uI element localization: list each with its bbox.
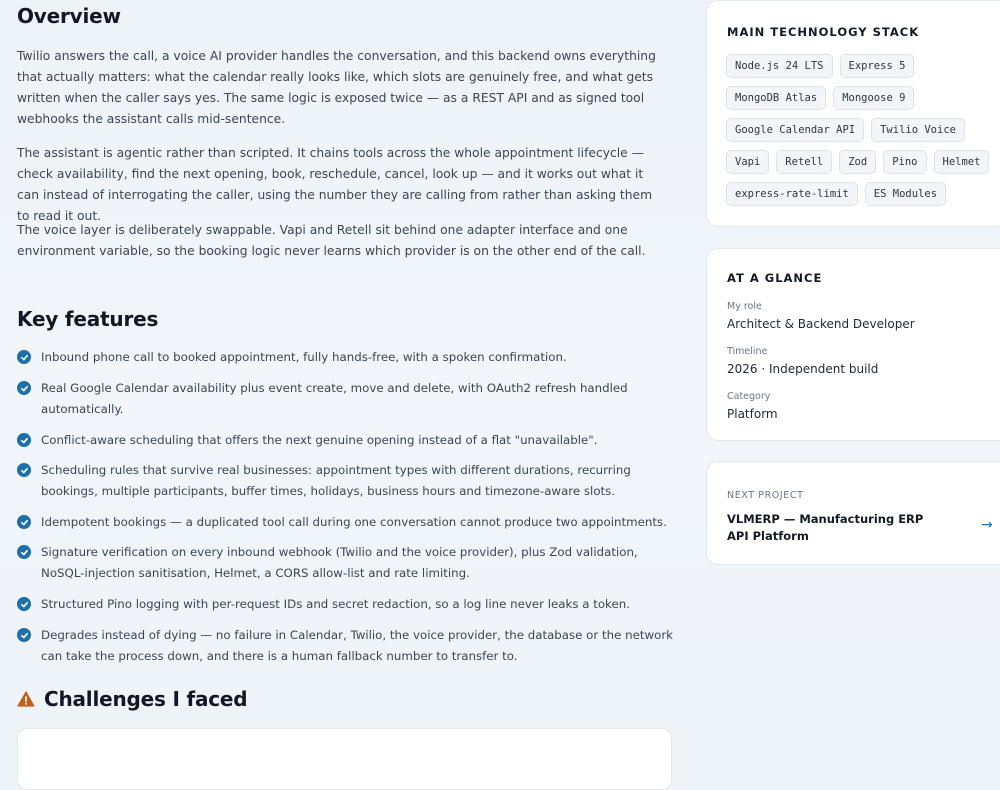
list-item — [17, 430, 677, 451]
tech-chip: Twilio Voice — [871, 118, 965, 142]
timeline-value: 2026 · Independent build — [727, 362, 879, 376]
category-label: Category — [727, 391, 771, 402]
list-item — [17, 512, 677, 533]
check-icon — [17, 350, 31, 364]
tech-chip: Pino — [883, 150, 926, 174]
arrow-right-icon[interactable]: → — [981, 517, 993, 533]
tech-chip: Google Calendar API — [726, 118, 864, 142]
overview-heading: Overview — [17, 4, 121, 28]
check-icon — [17, 597, 31, 611]
feature-text: Structured Pino logging with per-request IDs and secret redaction, so a log line never leaks a token. — [41, 597, 630, 611]
tech-chip: ES Modules — [865, 182, 946, 206]
tech-chip: Helmet — [934, 150, 990, 174]
tech-chip: Retell — [776, 150, 832, 174]
challenges-heading: Challenges I faced — [44, 687, 248, 711]
tech-chip: Mongoose 9 — [833, 86, 914, 110]
feature-text: Idempotent bookings — a duplicated tool call during one conversation cannot produce two appointments. — [41, 515, 667, 529]
check-icon — [17, 628, 31, 642]
tech-chip: Zod — [839, 150, 876, 174]
list-item — [17, 594, 677, 615]
feature-text: Conflict-aware scheduling that offers the next genuine opening instead of a flat "unavailable". — [41, 433, 598, 447]
tech-chip: Express 5 — [840, 54, 915, 78]
at-a-glance-card — [706, 248, 1000, 441]
list-item — [17, 542, 677, 584]
check-icon — [17, 515, 31, 529]
overview-paragraph-3: The voice layer is deliberately swappable. Vapi and Retell sit behind one adapter interface and one environment variable, so the booking logic never learns which provider is on the other end of the call. — [17, 223, 646, 258]
key-features-heading: Key features — [17, 307, 159, 331]
challenges-heading-row — [17, 687, 247, 711]
overview-paragraph-1: Twilio answers the call, a voice AI provider handles the conversation, and this backend owns everything that actually matters: what the calendar really looks like, which slots are genuinely free, and what gets written when the caller says yes. The same logic is exposed twice — as a REST API and as signed tool webhooks the assistant calls mid-sentence. — [17, 49, 656, 126]
check-icon — [17, 545, 31, 559]
check-icon — [17, 433, 31, 447]
list-item — [17, 378, 677, 420]
tech-chip-list — [726, 54, 1000, 206]
feature-text: Real Google Calendar availability plus event create, move and delete, with OAuth2 refresh handled automatically. — [41, 381, 628, 416]
check-icon — [17, 381, 31, 395]
timeline-label: Timeline — [727, 346, 768, 357]
feature-text: Inbound phone call to booked appointment, fully hands-free, with a spoken confirmation. — [41, 350, 567, 364]
feature-text: Signature verification on every inbound webhook (Twilio and the voice provider), plus Zod validation, NoSQL-injection sanitisation, Helmet, a CORS allow-list and rate limiting. — [41, 545, 638, 580]
tech-stack-title: MAIN TECHNOLOGY STACK — [727, 25, 920, 39]
next-project-link[interactable]: VLMERP — Manufacturing ERP API Platform — [727, 512, 924, 543]
glance-title: AT A GLANCE — [727, 271, 823, 285]
feature-text: Degrades instead of dying — no failure in Calendar, Twilio, the voice provider, the database or the network can take the process down, and there is a human fallback number to transfer to. — [41, 628, 674, 663]
next-project-card[interactable] — [706, 461, 1000, 565]
next-project-label: NEXT PROJECT — [727, 490, 804, 501]
category-value: Platform — [727, 407, 778, 421]
tech-chip: MongoDB Atlas — [726, 86, 826, 110]
warning-icon — [17, 691, 35, 707]
feature-text: Scheduling rules that survive real businesses: appointment types with different durations, recurring bookings, multiple participants, buffer times, holidays, business hours and timezone-aware slots. — [41, 463, 631, 498]
role-value: Architect & Backend Developer — [727, 317, 915, 331]
list-item — [17, 460, 677, 502]
list-item — [17, 347, 677, 368]
role-label: My role — [727, 301, 762, 312]
list-item — [17, 625, 677, 667]
tech-chip: Node.js 24 LTS — [726, 54, 833, 78]
tech-stack-card — [706, 0, 1000, 227]
tech-chip: express-rate-limit — [726, 182, 858, 206]
tech-chip: Vapi — [726, 150, 769, 174]
challenge-card — [17, 728, 672, 790]
check-icon — [17, 463, 31, 477]
feature-list — [17, 347, 677, 667]
overview-paragraph-2: The assistant is agentic rather than scripted. It chains tools across the whole appointment lifecycle — check availability, find the next opening, book, reschedule, cancel, look up — and it works out what it can instead of interrogating the caller, using the number they are calling from rather than asking them to read it out. — [17, 146, 653, 223]
